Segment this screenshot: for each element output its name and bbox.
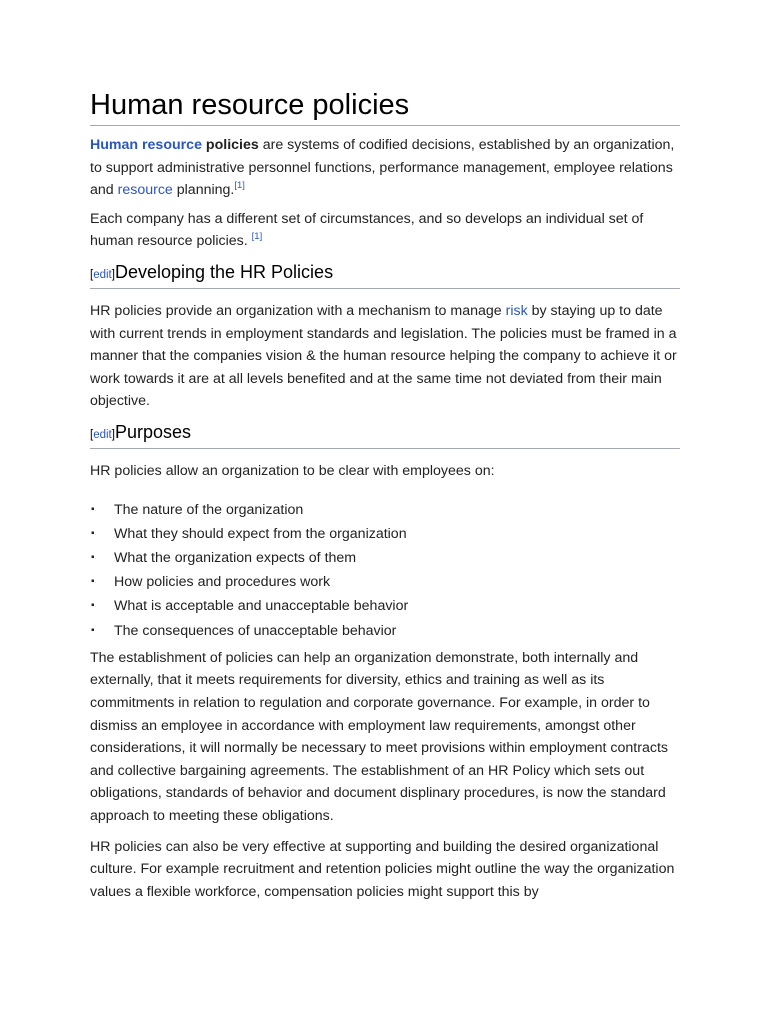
edit-link-1[interactable]: edit <box>93 268 112 281</box>
policies-bold: policies <box>205 137 259 153</box>
citation-link-1[interactable]: [1] <box>234 180 245 192</box>
bullet-icon: ▪ <box>91 600 95 612</box>
intro-text-2: planning. <box>172 182 235 199</box>
list-item: ▪ The consequences of unacceptable behavior <box>90 619 680 643</box>
human-resource-link[interactable]: Human resource <box>90 137 202 153</box>
list-item: ▪ What is acceptable and unacceptable behavior <box>90 594 680 618</box>
bullet-icon: ▪ <box>91 503 95 515</box>
edit-section-2: [edit] <box>90 428 115 441</box>
purposes-list <box>90 498 680 643</box>
article-content <box>90 86 680 903</box>
section-1-title: Developing the HR Policies <box>114 261 334 282</box>
edit-link-2[interactable]: edit <box>93 428 112 441</box>
page-title: Human resource policies <box>90 86 680 126</box>
bullet-icon: ▪ <box>91 551 95 563</box>
section-2-title: Purposes <box>114 421 191 442</box>
section-heading-developing <box>90 259 680 289</box>
list-item: ▪ What the organization expects of them <box>90 546 680 570</box>
list-item: ▪ What they should expect from the organization <box>90 522 680 546</box>
section-heading-purposes <box>90 419 680 449</box>
intro2-text: Each company has a different set of circumstances, and so develops an individual set of human resource policies. <box>90 210 644 250</box>
list-item: ▪ The nature of the organization <box>90 498 680 522</box>
developing-paragraph: HR policies provide an organization with a mechanism to manage risk by staying up to date with current trends in employment standards and legislation. The policies must be framed in a manner that the companies vision & the human resource helping the company to achieve it or work towards it are at all levels benefited and at the same time not deviated from their main objective. <box>90 302 677 410</box>
resource-link[interactable]: resource <box>117 182 173 199</box>
intro-paragraph-2 <box>90 208 680 253</box>
establishment-paragraph: The establishment of policies can help an organization demonstrate, both internally and externally, that it meets requirements for diversity, ethics and training as well as its commitments in relation to regulation and corporate governance. For example, in order to dismiss an employee in accordance with employment law requirements, amongst other considerations, it will normally be necessary to meet provisions within employment contracts and collective bargaining agreements. The establishment of an HR Policy which sets out obligations, standards of behavior and document displinary procedures, is now the standard approach to meeting these obligations. <box>90 649 668 824</box>
bullet-icon: ▪ <box>91 576 95 588</box>
bullet-icon: ▪ <box>91 527 95 539</box>
purposes-lead: HR policies allow an organization to be clear with employees on: <box>90 462 495 479</box>
risk-link[interactable]: risk <box>505 302 528 319</box>
bullet-icon: ▪ <box>91 624 95 636</box>
list-item: ▪ How policies and procedures work <box>90 570 680 594</box>
intro-text-1: are systems of codified decisions, established by an organization, to support administrative personnel functions, performance management, employee relations and <box>90 137 675 199</box>
intro-paragraph <box>90 134 680 202</box>
culture-paragraph: HR policies can also be very effective at supporting and building the desired organizational culture. For example recruitment and retention policies might outline the way the organization values a flexible workforce, compensation policies might support this by <box>90 838 675 900</box>
edit-section-1: [edit] <box>90 268 115 281</box>
citation-link-2[interactable]: [1] <box>251 231 263 243</box>
